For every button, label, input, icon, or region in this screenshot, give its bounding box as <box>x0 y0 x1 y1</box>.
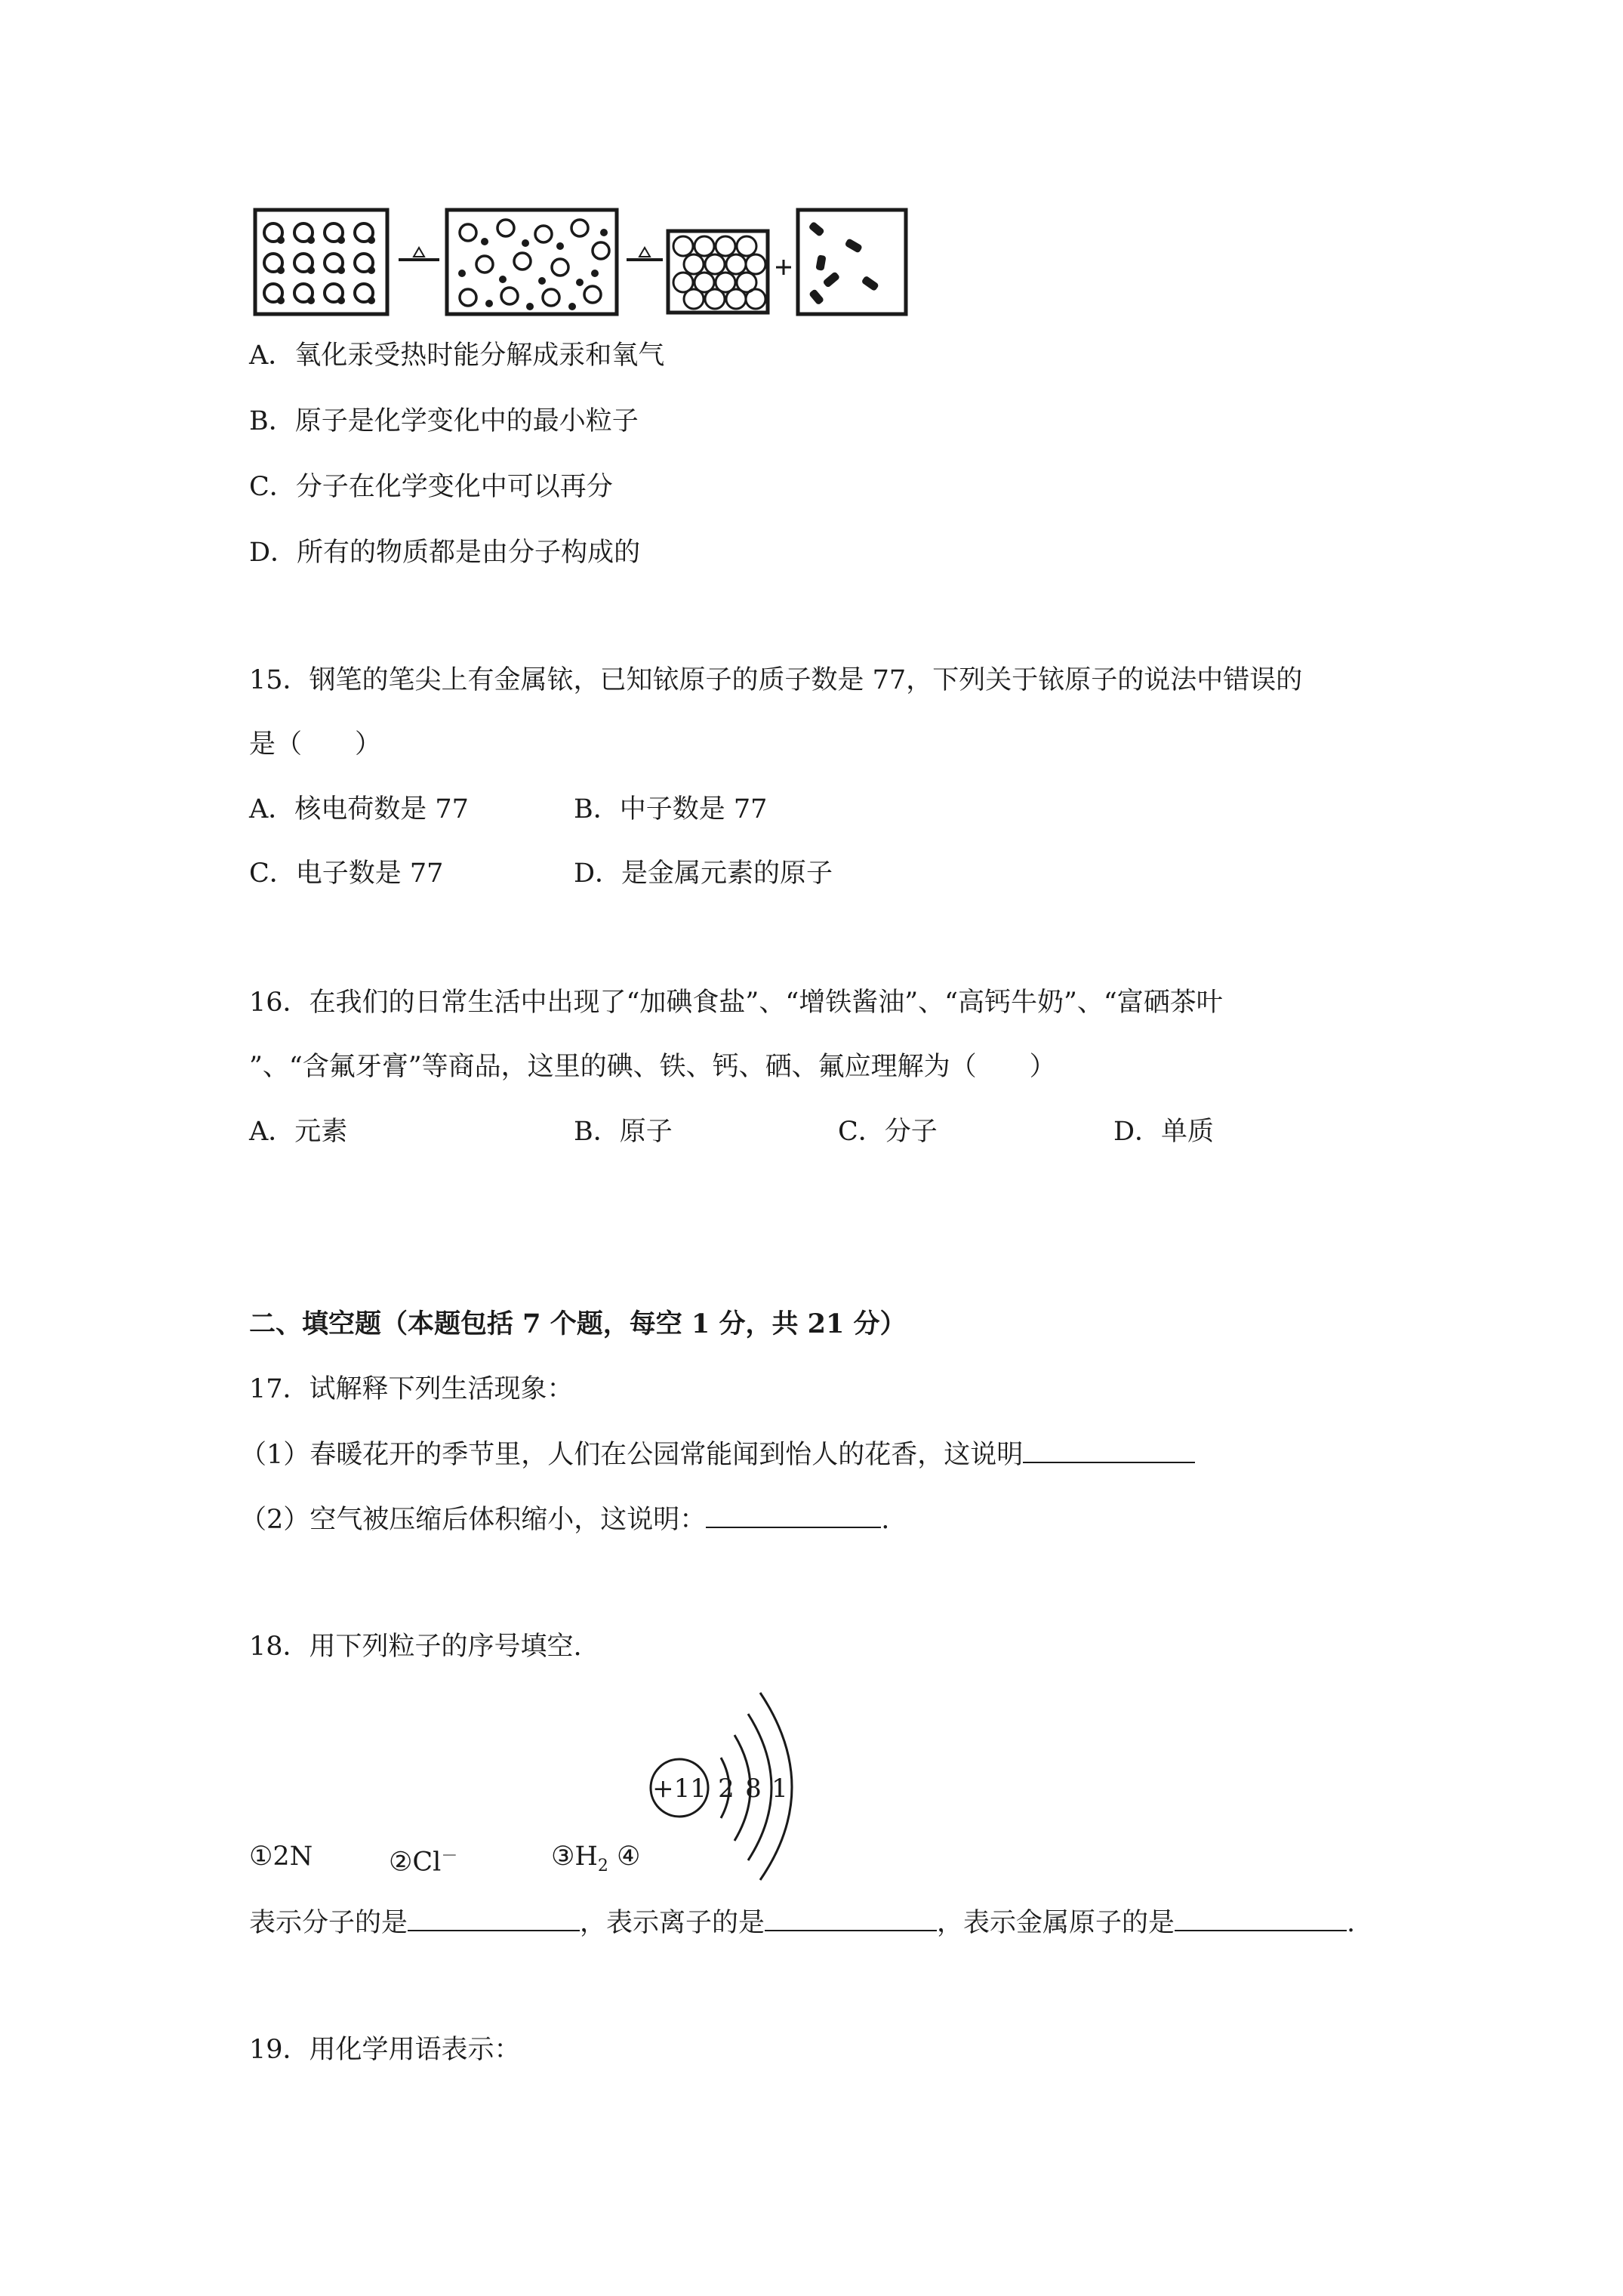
q18-answer-line <box>249 1904 1355 1940</box>
q18-item-3-subscript: 2 <box>597 1857 608 1875</box>
q17-sub2-end: . <box>881 1505 890 1535</box>
q18-metal-atom-blank[interactable] <box>1175 1904 1347 1931</box>
q18-item-2 <box>389 1839 457 1880</box>
q14-option-d: D．所有的物质都是由分子构成的 <box>249 538 641 568</box>
q16-option-d: D．单质 <box>1113 1117 1215 1147</box>
q16-option-b: B．原子 <box>574 1117 673 1147</box>
q18-ion-blank[interactable] <box>765 1904 937 1931</box>
q16-stem-line2: ”、“含氟牙膏”等商品，这里的碘、铁、钙、硒、氟应理解为（ ） <box>249 1052 1056 1082</box>
q19-stem: 19．用化学用语表示： <box>249 2035 521 2065</box>
q15-stem-line2: 是（ ） <box>249 729 382 760</box>
q18-item-2-text: ②Cl <box>389 1847 442 1878</box>
shell-2-electrons: 8 <box>745 1774 762 1804</box>
shell-3-electrons: 1 <box>771 1774 788 1804</box>
q17-sub1-text: （1）春暖花开的季节里，人们在公园常能闻到怡人的花香，这说明 <box>240 1440 1024 1470</box>
q15-stem-line1: 15．钢笔的笔尖上有金属铱，已知铱原子的质子数是 77，下列关于铱原子的说法中错误的 <box>249 665 1303 695</box>
q15-option-d: D．是金属元素的原子 <box>574 858 833 889</box>
q15-option-a: A．核电荷数是 77 <box>249 794 469 824</box>
q18-stem: 18．用下列粒子的序号填空. <box>249 1632 582 1662</box>
q18-item-4: ④ <box>617 1841 641 1872</box>
q15-option-c: C．电子数是 77 <box>249 858 444 889</box>
q18-item-3 <box>551 1839 640 1884</box>
q18-ion-label: ，表示离子的是 <box>580 1908 765 1938</box>
q18-molecule-label: 表示分子的是 <box>249 1908 408 1938</box>
q15-option-b: B．中子数是 77 <box>574 794 768 824</box>
q17-stem: 17．试解释下列生活现象： <box>249 1374 574 1404</box>
q14-option-b: B．原子是化学变化中的最小粒子 <box>249 406 639 436</box>
q16-option-a: A．元素 <box>249 1117 348 1147</box>
q18-metal-atom-label: ，表示金属原子的是 <box>937 1908 1175 1938</box>
q18-molecule-blank[interactable] <box>408 1904 580 1931</box>
q18-item-1: ①2N <box>249 1841 313 1872</box>
q17-sub2-answer-blank[interactable] <box>706 1501 881 1528</box>
q14-option-a: A．氧化汞受热时能分解成汞和氧气 <box>249 341 665 371</box>
q17-sub2 <box>240 1501 889 1537</box>
q14-option-c: C．分子在化学变化中可以再分 <box>249 472 613 502</box>
q18-answer-end: . <box>1347 1908 1356 1938</box>
sodium-atom-structure-diagram <box>645 1682 827 1833</box>
q18-item-3-text: ③H <box>551 1841 598 1872</box>
q17-sub2-text: （2）空气被压缩后体积缩小，这说明： <box>240 1505 707 1535</box>
nucleus-charge-label: +11 <box>652 1774 707 1804</box>
q18-item-2-charge: － <box>441 1847 458 1866</box>
shell-1-electrons: 2 <box>718 1774 735 1804</box>
q17-sub1-answer-blank[interactable] <box>1023 1436 1195 1463</box>
hgo-decomposition-diagram <box>249 204 913 321</box>
q17-sub1 <box>240 1436 1195 1472</box>
q16-stem-line1: 16．在我们的日常生活中出现了“加碘食盐”、“增铁酱油”、“高钙牛奶”、“富硒茶叶 <box>249 988 1223 1018</box>
q16-option-c: C．分子 <box>838 1117 938 1147</box>
section-2-title: 二、填空题（本题包括 7 个题，每空 1 分，共 21 分） <box>249 1308 907 1339</box>
